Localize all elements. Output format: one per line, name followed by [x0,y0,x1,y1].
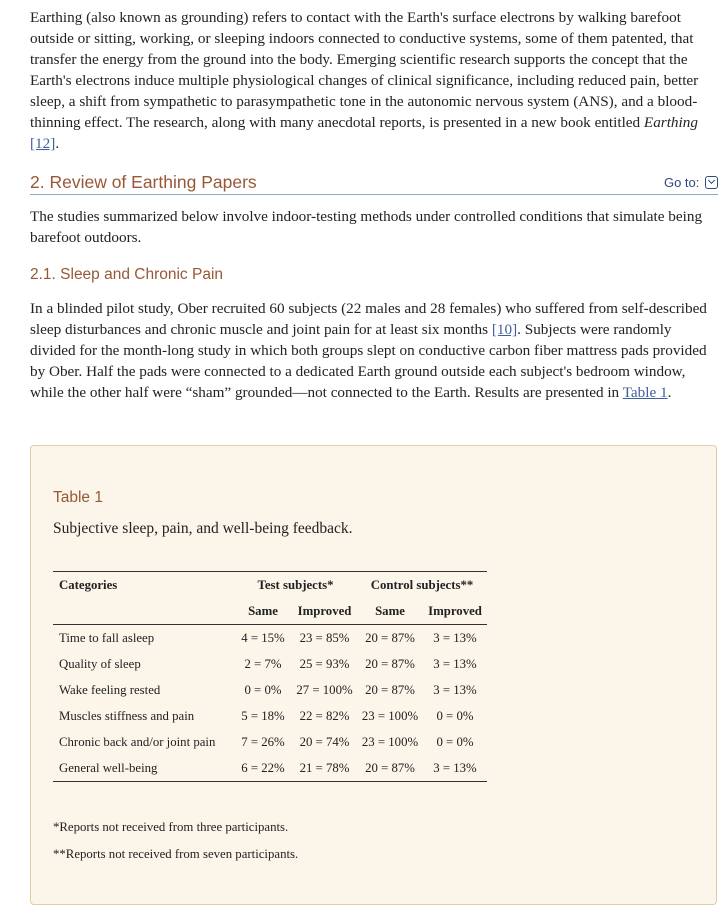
table-row [53,755,487,782]
goto-label: Go to: [663,175,700,190]
cell-test-same: 6 = 22% [241,760,285,775]
chevron-down-icon [705,176,718,189]
intro-end: . [55,135,60,152]
table-row [53,703,487,729]
subsection-end: . [667,384,672,401]
table-title: Table 1 [53,489,103,506]
header-test-same: Same [234,598,292,625]
cell-test-improved: 20 = 74% [299,734,350,749]
header-control-improved: Improved [423,598,487,625]
cell-control-same: 20 = 87% [365,682,415,697]
header-blank [53,598,234,625]
subsection-heading: 2.1. Sleep and Chronic Pain [30,266,224,283]
cell-control-same: 23 = 100% [361,734,419,749]
table-row [53,625,487,652]
header-categories: Categories [59,577,118,592]
row-category: Muscles stiffness and pain [59,708,195,723]
table-box [30,445,717,905]
book-title: Earthing [643,114,698,131]
intro-text: Earthing (also known as grounding) refers to contact with the Earth's surface electrons by walking barefoot outside or sitting, working, or sleeping indoors connected to conductive systems, some of them patented, that transfer the energy from the ground into the body. Emerging scientific research supports the concept that the Earth's electrons induce multiple physiological changes of clinical significance, including reduced pain, better sleep, a shift from sympathetic to parasympathetic tone in the autonomic nervous system (ANS), and a blood-thinning effect. The research, along with many anecdotal reports, is presented in a new book entitled [30,9,699,131]
section-heading: 2. Review of Earthing Papers [30,172,257,192]
header-test-improved: Improved [292,598,357,625]
footnote-test: *Reports not received from three participants. [53,820,289,834]
section-intro-paragraph: The studies summarized below involve indoor-testing methods under controlled conditions that simulate being barefoot outdoors. [30,208,703,246]
cell-test-improved: 25 = 93% [299,656,350,671]
header-control-same: Same [357,598,423,625]
cell-control-improved: 0 = 0% [436,708,474,723]
table-caption: Subjective sleep, pain, and well-being feedback. [53,520,353,537]
subsection-paragraph [30,298,720,403]
cell-test-same: 7 = 26% [241,734,285,749]
header-test-subjects: Test subjects* [257,577,334,592]
row-category: General well-being [59,760,158,775]
footnote-control: **Reports not received from seven participants. [53,847,299,861]
row-category: Wake feeling rested [59,682,161,697]
cell-control-improved: 0 = 0% [436,734,474,749]
cell-control-same: 20 = 87% [365,630,415,645]
reference-link-12[interactable]: [12] [30,135,56,152]
cell-control-improved: 3 = 13% [433,682,477,697]
cell-test-same: 0 = 0% [244,682,282,697]
row-category: Quality of sleep [59,656,141,671]
cell-control-improved: 3 = 13% [433,656,477,671]
table-header-row [53,572,487,599]
reference-link-10[interactable]: [10] [491,321,518,338]
subsection-text: In a blinded pilot study, Ober recruited 60 subjects (22 males and 28 females) who suffered from self-described sleep disturbances and chronic muscle and joint pain for at least six months [30,300,707,338]
header-control-subjects: Control subjects** [370,577,474,592]
table-subheader-row [53,598,487,625]
cell-test-same: 4 = 15% [241,630,285,645]
cell-control-improved: 3 = 13% [433,760,477,775]
row-category: Time to fall asleep [59,630,155,645]
cell-control-same: 20 = 87% [365,656,415,671]
goto-menu[interactable] [664,175,718,190]
cell-test-same: 2 = 7% [244,656,282,671]
data-table [53,571,487,782]
table-row [53,651,487,677]
cell-control-same: 20 = 87% [365,760,415,775]
subsection-text-cont: . Subjects were randomly divided for the month-long study in which both groups slept on conductive carbon fiber mattress pads provided by Ober. Half the pads were connected to a dedicated Earth ground outside each subject's bedroom window, while the other half were “sham” grounded—not connected to the Earth. Results are presented in [30,321,707,401]
cell-test-improved: 22 = 82% [299,708,350,723]
cell-test-improved: 27 = 100% [296,682,353,697]
cell-test-improved: 23 = 85% [299,630,350,645]
cell-test-same: 5 = 18% [241,708,285,723]
table-1-link[interactable]: Table 1 [622,384,668,401]
cell-control-improved: 3 = 13% [433,630,477,645]
cell-test-improved: 21 = 78% [299,760,350,775]
table-row [53,729,487,755]
intro-paragraph [30,7,720,154]
cell-control-same: 23 = 100% [361,708,419,723]
row-category: Chronic back and/or joint pain [59,734,216,749]
section-header [30,170,718,195]
table-row [53,677,487,703]
